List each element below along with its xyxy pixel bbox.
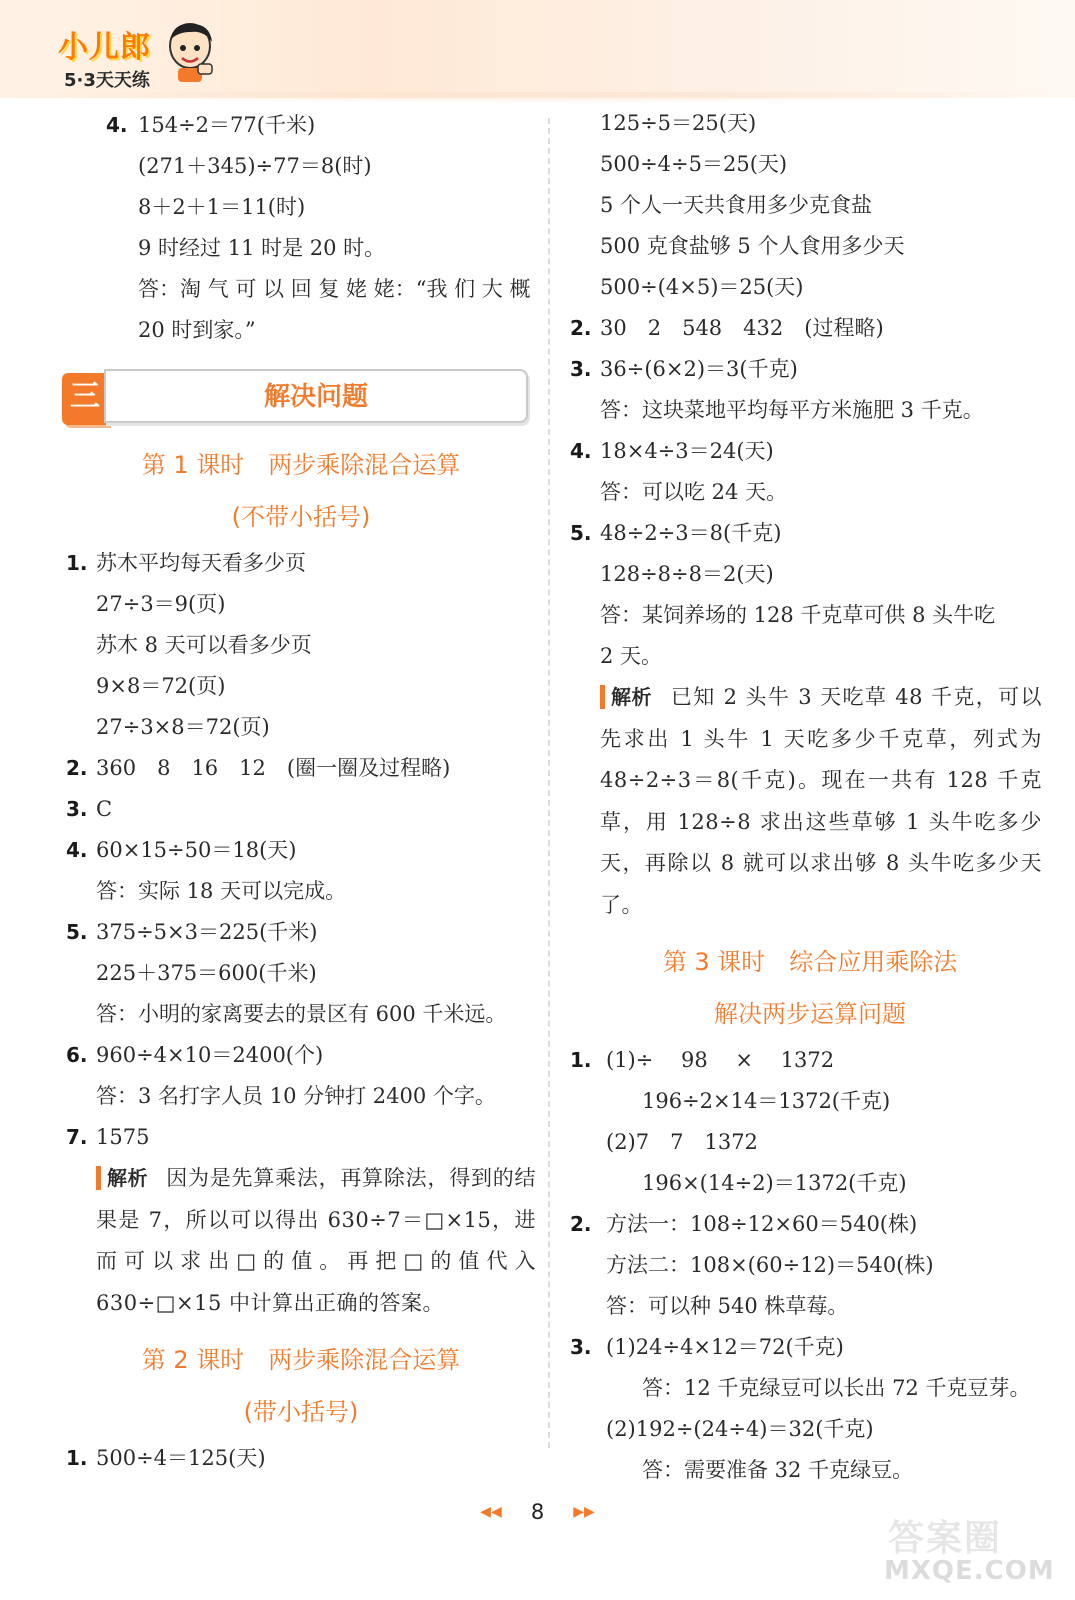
answer-line: 答：可以吃 24 天。 [600,480,788,504]
brand-subtitle: 5·3天天练 [64,70,150,91]
lesson-subtitle: (带小括号) [243,1398,359,1426]
answer-4-line: 4. 18×4÷3＝24(天) [570,439,774,463]
answer-line: 225＋375＝600(千米) [96,961,317,985]
left-column [66,105,536,1479]
answer-line: 答：小明的家离要去的景区有 600 千米远。 [96,1002,507,1026]
answer-line: 答：3 名打字人员 10 分钟打 2400 个字。 [96,1084,496,1108]
answer-4-line: 4. 60×15÷50＝18(天) [66,838,297,862]
answer-line: 27÷3×8＝72(页) [96,715,270,739]
lesson-subtitle: 解决两步运算问题 [714,1000,906,1028]
answer-5-line: 5. 375÷5×3＝225(千米) [66,920,318,944]
answer-line: 500÷(4×5)＝25(天) [600,275,804,299]
lesson-title: 第 1 课时 两步乘除混合运算 [141,451,461,479]
answer-line: 答：这块菜地平均每平方米施肥 3 千克。 [600,398,984,422]
analysis-text: 已知 2 头牛 3 天吃草 48 千克，可以先求出 1 头牛 1 天吃多少千克草，列式为 48÷2÷3＝8(千克)。现在一共有 128 千克草，用 128÷8 求出这些草够 1 头牛吃多少天，再除以 8 就可以求出够 8 头牛吃多少天了。 [600,685,1042,917]
answer-line: 2 天。 [600,644,663,668]
answer-line: (2)192÷(24÷4)＝32(千克) [606,1417,874,1441]
right-column [570,103,1050,1491]
answer-number: 4. [106,113,128,137]
answer-line: 方法二：108×(60÷12)＝540(株) [606,1253,934,1277]
watermark-text: 答案圈 [888,1518,1003,1559]
answer-line: 196÷2×14＝1372(千克) [642,1089,891,1113]
answer-line: 9 时经过 11 时是 20 时。 [138,236,386,260]
answer-line: 答：可以种 540 株草莓。 [606,1294,849,1318]
answer-4-line: 4. 154÷2＝77(千米) [66,105,536,146]
answer-line: 196×(14÷2)＝1372(千克) [642,1171,907,1195]
analysis-block [96,1158,536,1324]
analysis-block [600,677,1042,926]
analysis-text: 因为是先算乘法，再算除法，得到的结果是 7，所以可以得出 630÷7＝□×15，进而可以求出□的值。再把□的值代入 630÷□×15 中计算出正确的答案。 [96,1166,536,1315]
answer-line: 27÷3＝9(页) [96,592,226,616]
answer-1-line: 1. 500÷4＝125(天) [66,1446,266,1470]
answer-line: 500÷4÷5＝25(天) [600,152,788,176]
section-title-bar: 解决问题 [104,369,528,423]
answer-3-line: 3. (1)24÷4×12＝72(千克) [570,1335,844,1359]
section-number-box: 三 [62,373,108,425]
answer-line: 答：实际 18 天可以完成。 [96,879,347,903]
answer-line: 答：某饲养场的 128 千克草可供 8 头牛吃 [600,603,996,627]
answer-line: 苏木 8 天可以看多少页 [96,633,312,657]
answer-3-line: 3. 36÷(6×2)＝3(千克) [570,357,798,381]
section-banner [62,369,528,429]
answer-line: (271＋345)÷77＝8(时) [138,154,372,178]
answer-line: 20 时到家。” [138,318,256,342]
answer-1-line: 1. (1)÷ 98 × 1372 [570,1048,835,1072]
answer-line: 8＋2＋1＝11(时) [138,195,306,219]
analysis-tag: 解析 [96,1166,148,1190]
lesson-subtitle: (不带小括号) [231,503,371,531]
brand-title: 小儿郎 [58,30,151,65]
watermark [880,1518,1060,1590]
answer-line: 答：12 千克绿豆可以长出 72 千克豆芽。 [642,1376,1031,1400]
answer-2-line: 2. 360 8 16 12 (圈一圈及过程略) [66,756,451,780]
answer-line: 500 克食盐够 5 个人食用多少天 [600,234,905,258]
mascot-boy-icon [160,18,218,84]
answer-6-line: 6. 960÷4×10＝2400(个) [66,1043,324,1067]
lesson-title: 第 2 课时 两步乘除混合运算 [141,1346,461,1374]
answer-line: 9×8＝72(页) [96,674,226,698]
lesson-title: 第 3 课时 综合应用乘除法 [662,948,958,976]
answer-line: 答：需要准备 32 千克绿豆。 [642,1458,914,1482]
answer-line: 128÷8÷8＝2(天) [600,562,774,586]
answer-line: (2)7 7 1372 [606,1130,758,1154]
answer-line: 5 个人一天共食用多少克食盐 [600,193,873,217]
answer-5-line: 5. 48÷2÷3＝8(千克) [570,521,782,545]
answer-line: 答：淘 气 可 以 回 复 姥 姥：“我 们 大 概 [138,277,531,301]
next-arrows-icon: ▶▶ [573,1504,595,1520]
analysis-tag: 解析 [600,685,652,709]
page-number: 8 [530,1500,545,1524]
answer-line: 125÷5＝25(天) [600,111,757,135]
answer-7-line: 7. 1575 [66,1125,150,1149]
answer-3-line: 3. C [66,797,113,821]
answer-1-line: 1. 苏木平均每天看多少页 [66,551,306,575]
answer-2-line: 2. 30 2 548 432 (过程略) [570,316,884,340]
answer-2-line: 2. 方法一：108÷12×60＝540(株) [570,1212,918,1236]
prev-arrows-icon: ◀◀ [480,1504,502,1520]
watermark-url: MXQE.COM [884,1556,1055,1586]
column-divider [548,118,550,1448]
